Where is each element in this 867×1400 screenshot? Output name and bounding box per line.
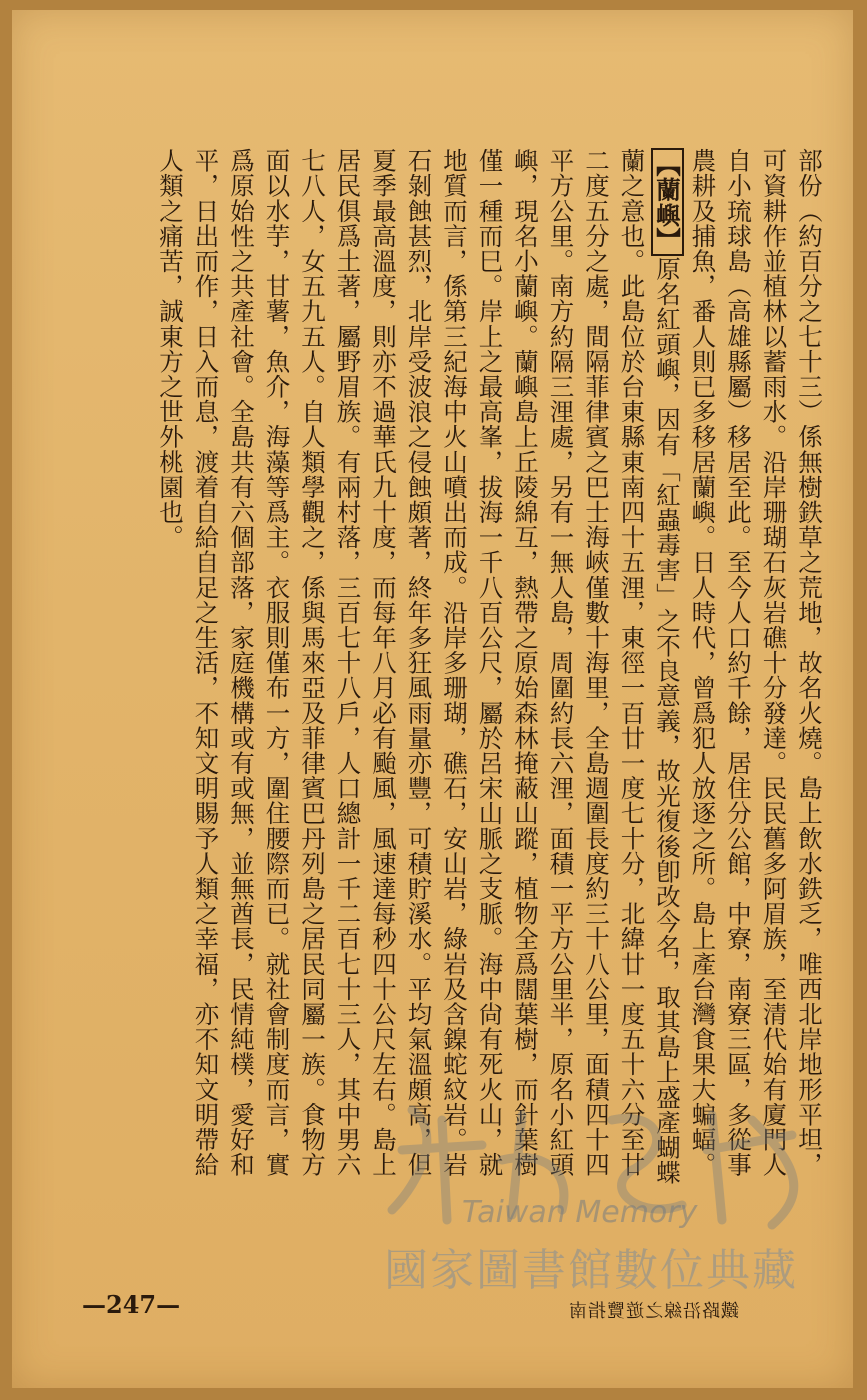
section-heading-lanyu: 【蘭嶼】 xyxy=(651,148,684,256)
library-watermark: 國家圖書館數位典藏 xyxy=(384,1245,798,1296)
running-title: 鐵路沿線之遊覽指南 xyxy=(568,1301,739,1322)
page-number: —247— xyxy=(82,1290,181,1319)
paragraph-lanyu xyxy=(153,148,686,1188)
paragraph-lanyu-text: 原名紅頭嶼，因有「紅蟲毒害」之不良意義，故光復後卽改今名，取其島上盛產蝴蝶蘭之意也。此島位於台東縣東南四十五浬，東徑一百廿一度七十分，北緯廿一度五十六分至廿二度五分之處，間隔菲律賓之巴士海峽僅數十海里，全島週圍長度約三十八公里，面積四十四平方公里。南方約隔三浬處，另有一無人島，周圍約長六浬，面積一平方公里半，原名小紅頭嶼，現名小蘭嶼。蘭嶼島上丘陵綿互，熱帶之原始森林掩蔽山蹤，植物全爲闊葉樹，而針葉樹僅一種而巳。岸上之最高峯，拔海一千八百公尺，屬於呂宋山脈之支脈。海中尙有死火山，就地質而言，係第三紀海中火山噴出而成。沿岸多珊瑚，礁石，安山岩，綠岩及含鎳蛇紋岩。岩石剝蝕甚烈，北岸受波浪之侵蝕頗著，終年多狂風雨量亦豐，可積貯溪水。平均氣溫頗高，但夏季最高溫度，則亦不過華氏九十度，而每年八月必有颱風，風速達每秒四十公尺左右。島上居民俱爲土著，屬野眉族。有兩村落，三百七十八戶，人口總計一千二百七十三人，其中男六七八人，女五九五人。自人類學觀之，係與馬來亞及菲律賓巴丹列島之居民同屬一族。食物方面以水芋，甘薯，魚介，海藻等爲主。衣服則僅布一方，圍住腰際而已。就社會制度而言，實爲原始性之共產社會。全島共有六個部落，家庭機構或有或無，並無酋長，民情純樸，愛好和平，日出而作，日入而息，渡着自給自足之生活，不知文明賜予人類之幸福，亦不知文明帶給人類之痛苦，誠東方之世外桃園也。 xyxy=(156,148,682,1186)
svg-text:Taiwan Memory: Taiwan Memory xyxy=(462,1195,698,1230)
taiwan-memory-logo xyxy=(372,1090,842,1240)
vertical-text-body xyxy=(52,148,827,1188)
scanned-page xyxy=(12,10,853,1388)
paragraph-continued: 部份（約百分之七十三）係無樹鉄草之荒地，故名火燒。島上飲水鉄乏，唯西北岸地形平坦，可資耕作並植林以蓄雨水。沿岸珊瑚石灰岩礁十分發達。民民舊多阿眉族，至清代始有廈門人自小琉球島（高雄縣屬）移居至此。至今人口約千餘，居住分公館，中寮，南寮三區，多從事農耕及捕魚，番人則已多移居蘭嶼。日人時代，曾爲犯人放逐之所。島上產台灣食果大蝙蝠。 xyxy=(688,148,824,1178)
